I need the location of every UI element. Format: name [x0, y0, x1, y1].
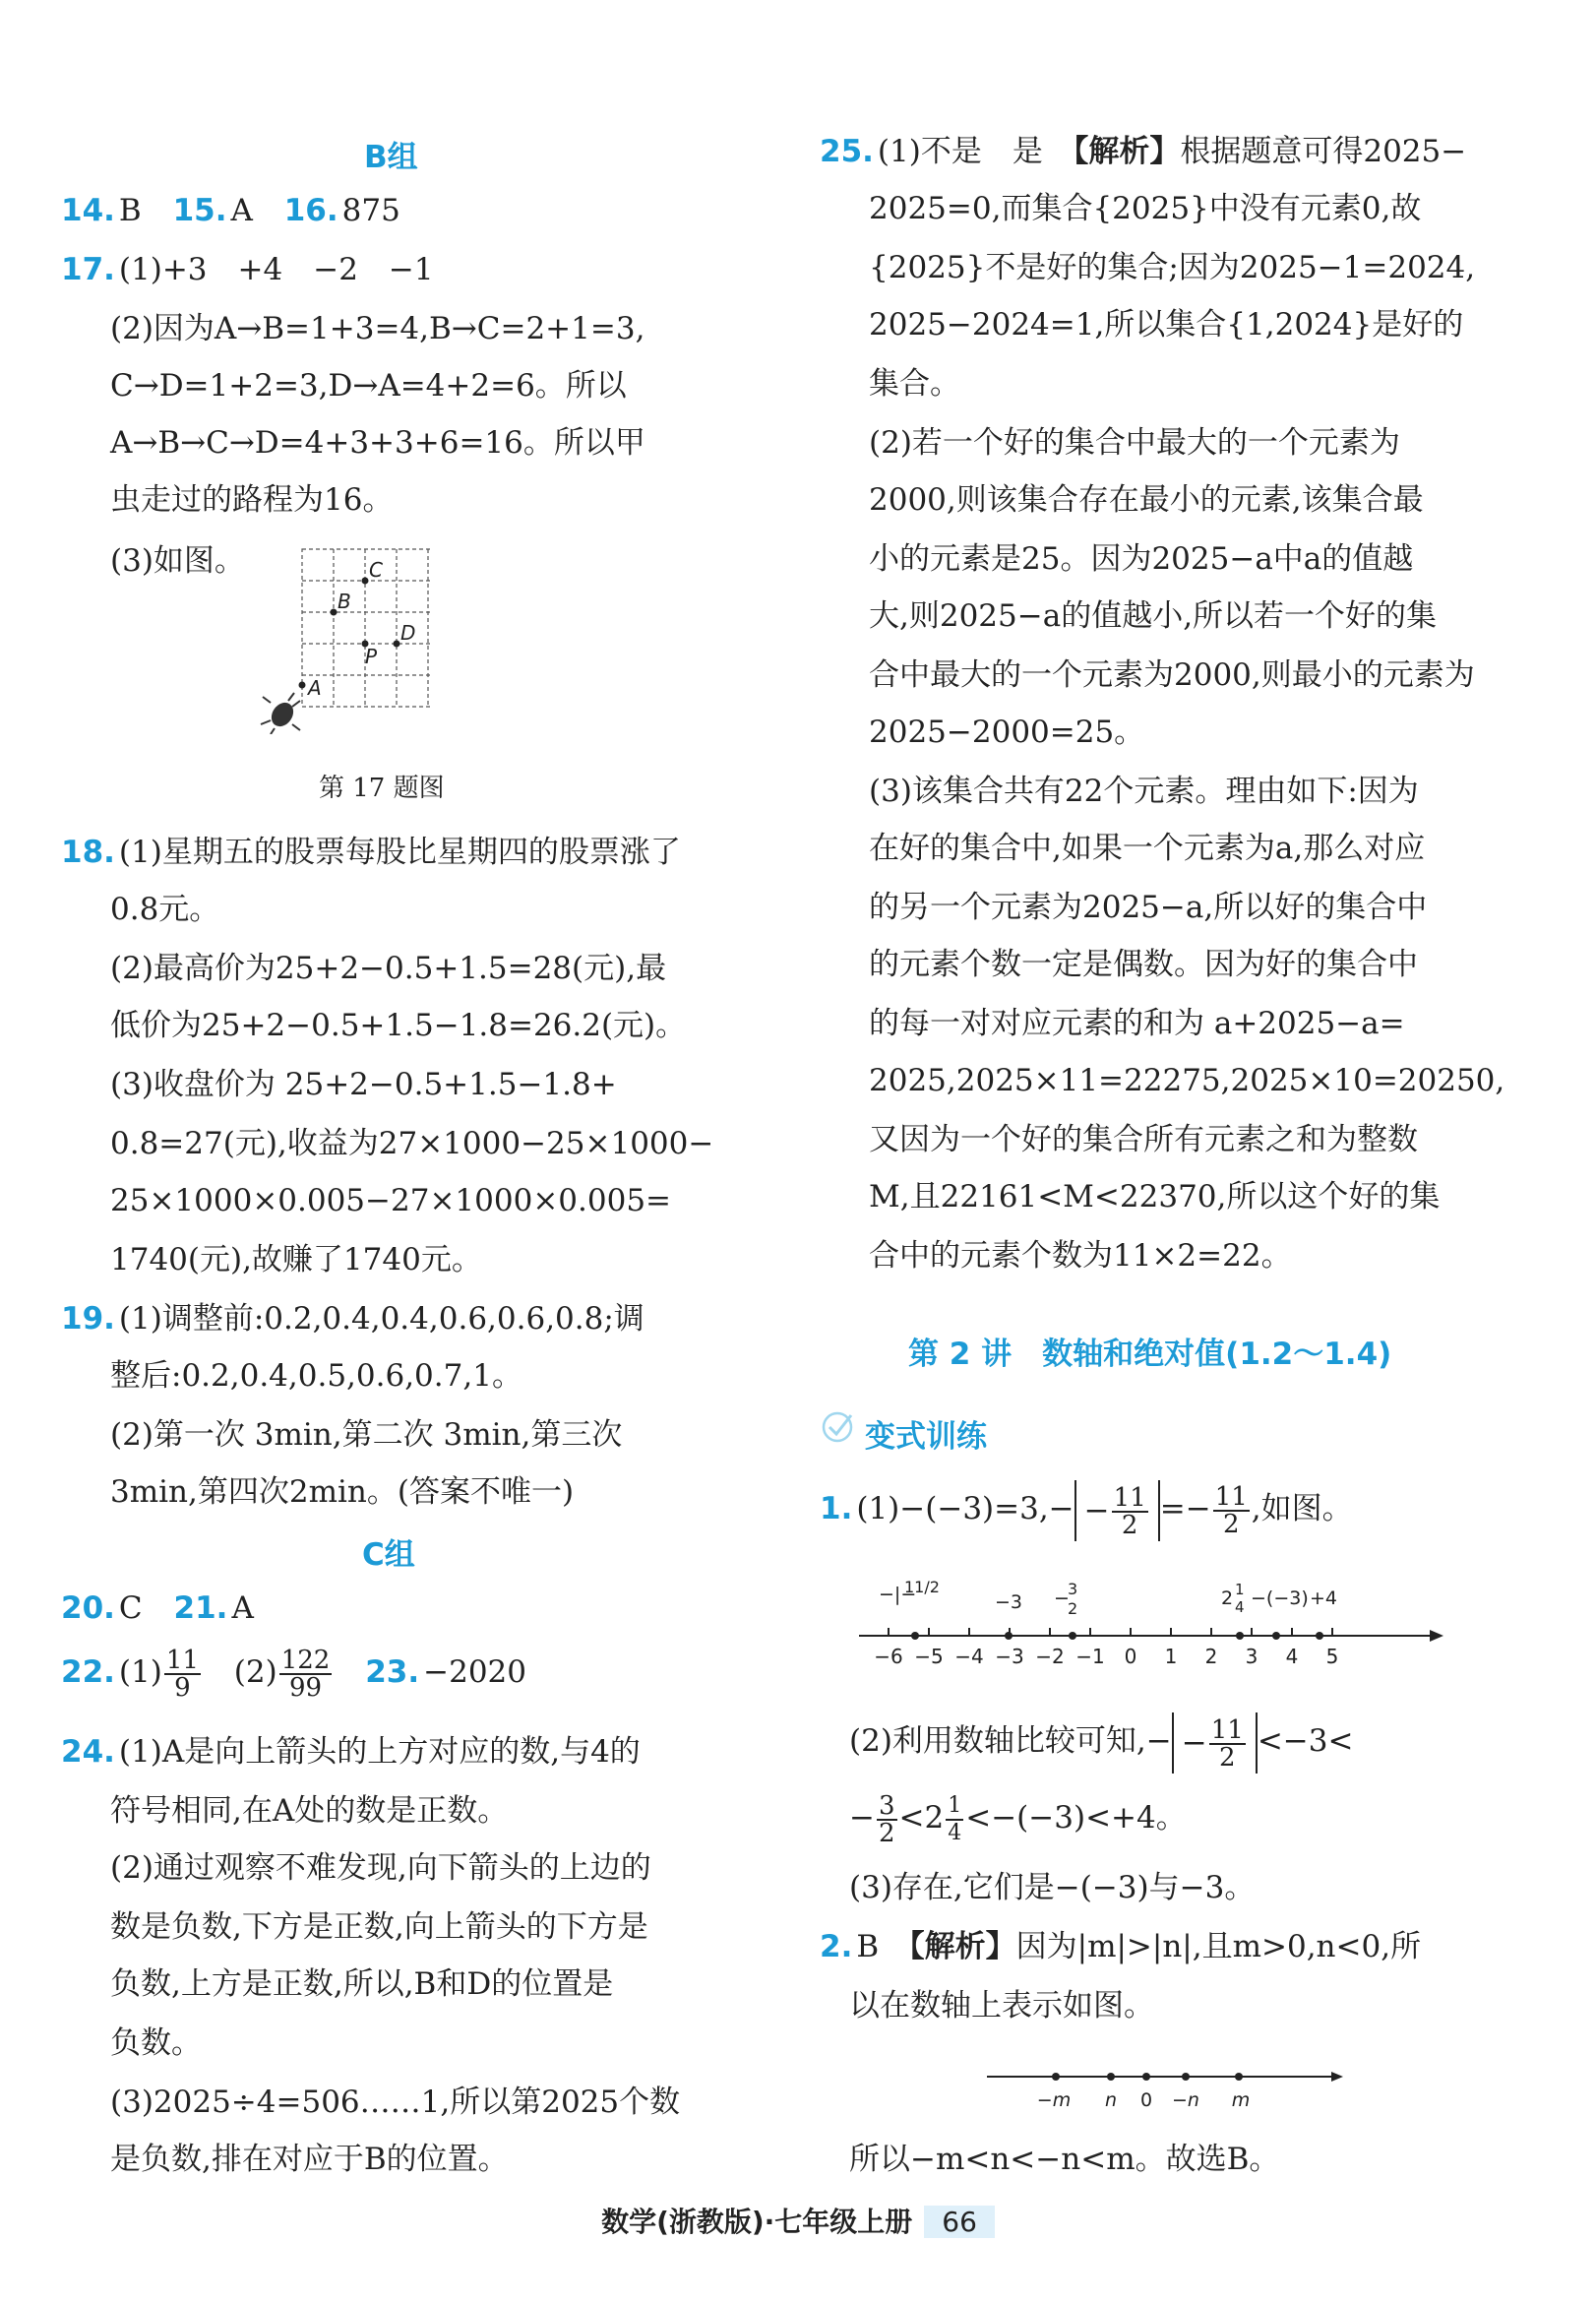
q18-line8: 1740(元),故赚了1740元。: [110, 1242, 482, 1277]
q1-number-line: [859, 1575, 1449, 1673]
q25-line8: 小的元素是25。因为2025−a中a的值越: [869, 541, 1414, 577]
tick-label: −2: [1035, 1645, 1065, 1668]
q25-line1: 25. (1)不是 是 【解析】根据题意可得2025−: [820, 134, 1467, 169]
tick-label: 3: [1245, 1645, 1258, 1668]
q17-line2: (2)因为A→B=1+3=4,B→C=2+1=3,: [110, 311, 645, 346]
label-a: A: [308, 676, 322, 700]
lecture-title: 第 2 讲 数轴和绝对值(1.2～1.4): [908, 1337, 1392, 1372]
tick-label: −1: [1075, 1645, 1105, 1668]
q25-line9: 大,则2025−a的值越小,所以若一个好的集: [869, 598, 1438, 634]
label-neg-3-2-sign: −: [1054, 1587, 1070, 1609]
point-m: [1235, 2073, 1243, 2081]
group-b-heading: B组: [364, 140, 418, 175]
q18-line2: 0.8元。: [110, 892, 220, 927]
label-neg-m: −m: [1036, 2089, 1072, 2111]
mark-plus-4: [1316, 1632, 1323, 1640]
label-m: m: [1231, 2089, 1251, 2111]
mark-2-1-4: [1236, 1632, 1244, 1640]
answers-22-23: 22. (1) $\frac{11}{9}$ (2) $\frac{122}{99}$ 23. −2020: [61, 1645, 527, 1703]
q18-line5: (3)收盘价为 25+2−0.5+1.5−1.8+: [110, 1067, 617, 1102]
label-zero: 0: [1139, 2089, 1153, 2111]
tick-label: 0: [1124, 1645, 1137, 1668]
q24-line6: 负数。: [110, 2025, 202, 2061]
q24-line4: 数是负数,下方是正数,向上箭头的下方是: [110, 1909, 648, 1945]
q25-line7: 2000,则该集合存在最小的元素,该集合最: [869, 482, 1424, 518]
q17-line6: (3)如图。: [110, 543, 245, 579]
label-plus-4: +4: [1310, 1587, 1338, 1609]
point-c: [362, 578, 369, 585]
q2-number-line: [987, 2055, 1361, 2124]
tick-label: 1: [1164, 1645, 1178, 1668]
mark-neg-abs-neg-11-2: [911, 1632, 919, 1640]
group-c-heading: C组: [362, 1537, 415, 1573]
answers-14-16: 14. B 15. A 16. 875: [61, 193, 400, 228]
q25-line11: 2025−2000=25。: [869, 715, 1145, 750]
q25-line19: M,且22161<M<22370,所以这个好的集: [869, 1179, 1441, 1214]
label-d: D: [400, 621, 416, 645]
q1-line3: − $\frac{3}{2}$ <2 $\frac{1}{4}$ <−(−3)<+4。: [849, 1790, 1187, 1848]
q25-line10: 合中最大的一个元素为2000,则最小的元素为: [869, 657, 1475, 693]
q18-line6: 0.8=27(元),收益为27×1000−25×1000−: [110, 1126, 714, 1161]
q25-line4: 2025−2024=1,所以集合{1,2024}是好的: [869, 307, 1464, 342]
q17-line3: C→D=1+2=3,D→A=4+2=6。所以: [110, 368, 627, 404]
label-p: P: [365, 645, 378, 668]
point-a: [299, 682, 306, 689]
point-neg-m: [1052, 2073, 1060, 2081]
q18-line3: (2)最高价为25+2−0.5+1.5=28(元),最: [110, 951, 667, 986]
point-neg-n: [1182, 2073, 1190, 2081]
label-n: n: [1104, 2089, 1118, 2111]
q24-line8: 是负数,排在对应于B的位置。: [110, 2142, 509, 2177]
label-neg-abs: −|−: [879, 1584, 917, 1605]
q25-line15: 的元素个数一定是偶数。因为好的集合中: [869, 947, 1418, 982]
q1-line1: 1. (1)−(−3)=3,− − $\frac{11}{2}$ =− $\frac{11}{2}$ ,如图。: [820, 1481, 1353, 1540]
tick-label: 5: [1325, 1645, 1339, 1668]
page-number: 66: [924, 2206, 995, 2238]
q25-line16: 的每一对对应元素的和为 a+2025−a=: [869, 1006, 1405, 1041]
q18-line4: 低价为25+2−0.5+1.5−1.8=26.2(元)。: [110, 1008, 687, 1043]
label-2-1-4-whole: 2: [1221, 1587, 1234, 1609]
label-neg-neg-3: −(−3): [1251, 1587, 1309, 1609]
label-neg-3: −3: [995, 1591, 1023, 1613]
q24-line2: 符号相同,在A处的数是正数。: [110, 1793, 509, 1829]
q25-line20: 合中的元素个数为11×2=22。: [869, 1238, 1292, 1274]
training-title: 变式训练: [865, 1419, 987, 1455]
q24-line5: 负数,上方是正数,所以,B和D的位置是: [110, 1966, 614, 2002]
answers-20-21: 20. C 21. A: [61, 1590, 254, 1626]
q25-line18: 又因为一个好的集合所有元素之和为整数: [869, 1122, 1418, 1157]
q1-line4: (3)存在,它们是−(−3)与−3。: [849, 1870, 1256, 1905]
q2-line1: 2. B 【解析】因为|m|>|n|,且m>0,n<0,所: [820, 1929, 1422, 1964]
label-3-2-den: 2: [1068, 1599, 1078, 1618]
q25-line14: 的另一个元素为2025−a,所以好的集合中: [869, 890, 1428, 925]
q24-line7: (3)2025÷4=506……1,所以第2025个数: [110, 2085, 681, 2120]
q19-line2: 整后:0.2,0.4,0.5,0.6,0.7,1。: [110, 1358, 522, 1394]
q18-line7: 25×1000×0.005−27×1000×0.005=: [110, 1183, 672, 1218]
tick-label: −3: [995, 1645, 1024, 1668]
q25-line6: (2)若一个好的集合中最大的一个元素为: [869, 425, 1400, 461]
q24-line3: (2)通过观察不难发现,向下箭头的上边的: [110, 1850, 651, 1886]
q17-line5: 虫走过的路程为16。: [110, 482, 394, 518]
point-b: [331, 609, 338, 616]
label-neg-abs-frac: 11/2: [904, 1578, 940, 1596]
q25-line17: 2025,2025×11=22275,2025×10=20250,: [869, 1063, 1505, 1098]
label-2-1-4-den: 4: [1235, 1598, 1245, 1616]
point-d: [394, 641, 400, 648]
q19-line3: (2)第一次 3min,第二次 3min,第三次: [110, 1417, 623, 1453]
q25-line12: (3)该集合共有22个元素。理由如下:因为: [869, 774, 1419, 809]
mark-neg-3: [1005, 1632, 1013, 1640]
label-b: B: [338, 590, 351, 613]
label-3-2-num: 3: [1068, 1580, 1078, 1598]
point-n: [1107, 2073, 1115, 2081]
q17-line4: A→B→C→D=4+3+3+6=16。所以甲: [110, 425, 645, 461]
q24-line1: 24. (1)A是向上箭头的上方对应的数,与4的: [61, 1734, 641, 1770]
tick-label: −6: [874, 1645, 903, 1668]
q2-line2: 以在数轴上表示如图。: [849, 1988, 1154, 2023]
q1-line2: (2)利用数轴比较可知,− − $\frac{11}{2}$ <−3<: [849, 1707, 1353, 1775]
q25-line3: {2025}不是好的集合;因为2025−1=2024,: [869, 250, 1476, 285]
point-zero: [1142, 2073, 1150, 2081]
q17-grid-figure: [253, 537, 430, 734]
q25-line13: 在好的集合中,如果一个元素为a,那么对应: [869, 831, 1426, 866]
book-title: 数学(浙教版)·七年级上册: [601, 2206, 913, 2238]
q25-line5: 集合。: [869, 366, 960, 402]
tick-label: 2: [1204, 1645, 1218, 1668]
q2-line3: 所以−m<n<−n<m。故选B。: [849, 2142, 1280, 2177]
tick-label: −4: [954, 1645, 984, 1668]
page-footer: [0, 2201, 1596, 2240]
q19-line4: 3min,第四次2min。(答案不唯一): [110, 1474, 575, 1510]
q17-figure-caption: 第 17 题图: [319, 774, 445, 803]
q18-line1: 18. (1)星期五的股票每股比星期四的股票涨了: [61, 835, 681, 870]
q25-line2: 2025=0,而集合{2025}中没有元素0,故: [869, 191, 1422, 226]
check-circle-icon: [820, 1407, 859, 1447]
q19-line1: 19. (1)调整前:0.2,0.4,0.4,0.6,0.6,0.8;调: [61, 1301, 645, 1337]
tick-label: 4: [1285, 1645, 1299, 1668]
beetle-icon: [261, 693, 300, 734]
q17-line1: 17. (1)+3 +4 −2 −1: [61, 252, 434, 287]
label-2-1-4-num: 1: [1235, 1581, 1245, 1598]
mark-neg-neg-3: [1272, 1632, 1280, 1640]
mark-neg-3-2: [1069, 1632, 1076, 1640]
label-neg-n: −n: [1172, 2089, 1199, 2111]
label-c: C: [369, 558, 383, 582]
tick-label: −5: [914, 1645, 944, 1668]
